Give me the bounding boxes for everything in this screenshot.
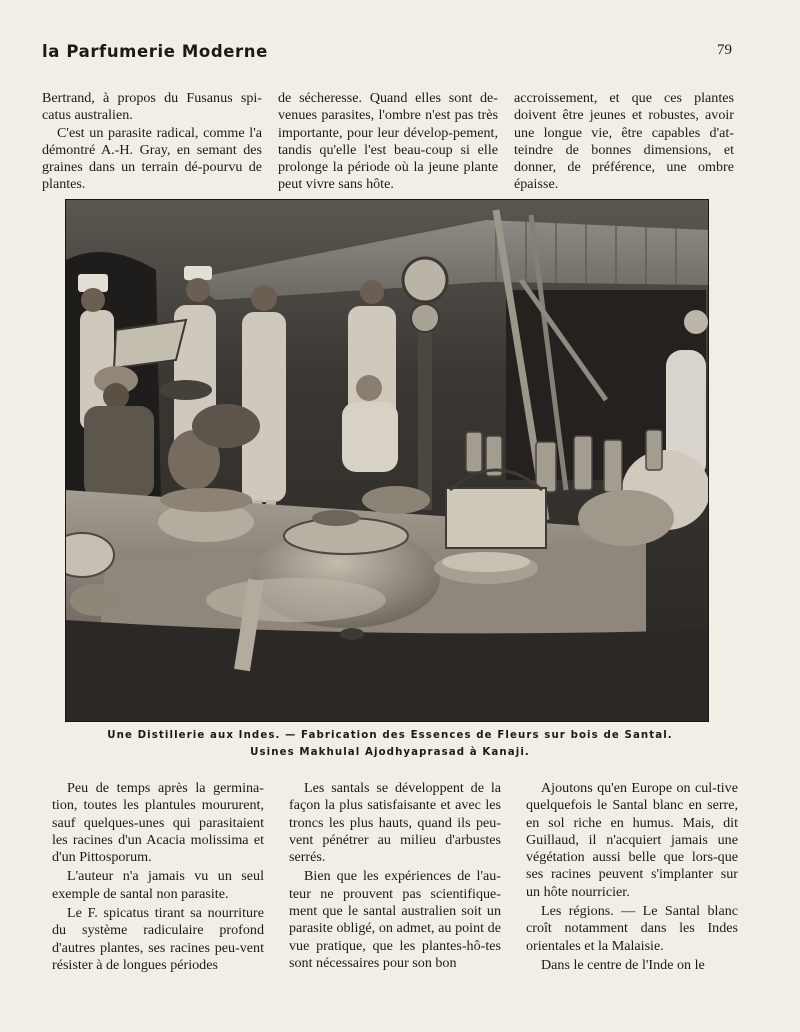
paragraph: C'est un parasite radical, comme l'a démontré A.-H. Gray, en semant des graines dans un terrain dé-pourvu de plantes.	[42, 124, 262, 193]
paragraph: accroissement, et que ces plantes doivent être jeunes et robustes, avoir une longue vie, être capables d'at-teindre de bonnes dimensions, et donner, de préférence, une ombre épaisse.	[514, 90, 734, 193]
text-column-2	[278, 90, 498, 194]
paragraph: Dans le centre de l'Inde on le	[541, 956, 705, 973]
bottom-text-columns	[52, 780, 738, 974]
text-column-1	[42, 90, 262, 194]
photo-caption	[60, 727, 720, 761]
distillery-photo	[65, 199, 709, 722]
text-column-3	[514, 90, 734, 194]
paragraph: Les santals se développent de la façon la plus satisfaisante et avec les troncs les plus hauts, quand ils peu-vent pénétrer au milieu d'arbustes serrés.	[289, 780, 501, 866]
text-column-5	[289, 780, 501, 974]
page-header	[42, 42, 732, 68]
text-column-6	[526, 780, 738, 974]
page-number: 79	[717, 42, 732, 58]
paragraph: de sécheresse. Quand elles sont de-venues parasites, l'ombre n'est pas très importante, pour leur dévelop-pement, tandis qu'elle l'est beau-coup si elle prolonge la période où la jeune plante peut vivre sans hôte.	[278, 90, 498, 193]
caption-line: Une Distillerie aux Indes. — Fabrication des Essences de Fleurs sur bois de Santal.	[107, 730, 673, 741]
paragraph: Bertrand, à propos du Fusanus spi-catus australien.	[42, 90, 262, 124]
paragraph: L'auteur n'a jamais vu un seul exemple de santal non parasite.	[52, 868, 264, 902]
text-column-4	[52, 780, 264, 974]
distillery-photo-illustration	[66, 200, 708, 721]
top-text-columns	[42, 90, 734, 194]
paragraph: Ajoutons qu'en Europe on cul-tive quelquefois le Santal blanc en serre, en sol riche en humus. Mais, dit Guillaud, il n'acquiert jamais une végétation aussi belle que lors-que ses racines peuvent s'implanter sur un hôte nourricier.	[526, 780, 738, 900]
caption-line: Usines Makhulal Ajodhyaprasad à Kanaji.	[250, 747, 530, 758]
paragraph: Peu de temps après la germina-tion, toutes les plantules moururent, sauf quelques-unes qui parasitaient les racines d'un Acacia molissima et d'un Pittosporum.	[52, 780, 264, 866]
magazine-title: la Parfumerie Moderne	[42, 42, 268, 61]
paragraph: Bien que les expériences de l'au-teur ne prouvent pas scientifique-ment que le santal australien soit un parasite obligé, on admet, au point de vue pratique, que les plantes-hô-tes sont nécessaires pour son bon	[289, 868, 501, 971]
paragraph: Le F. spicatus tirant sa nourriture du système radiculaire profond d'autres plantes, ses racines peu-vent résister à de longues périodes	[52, 905, 264, 973]
paragraph: Les régions. — Le Santal blanc croît notamment dans les Indes orientales et la Malaisie.	[526, 903, 738, 954]
